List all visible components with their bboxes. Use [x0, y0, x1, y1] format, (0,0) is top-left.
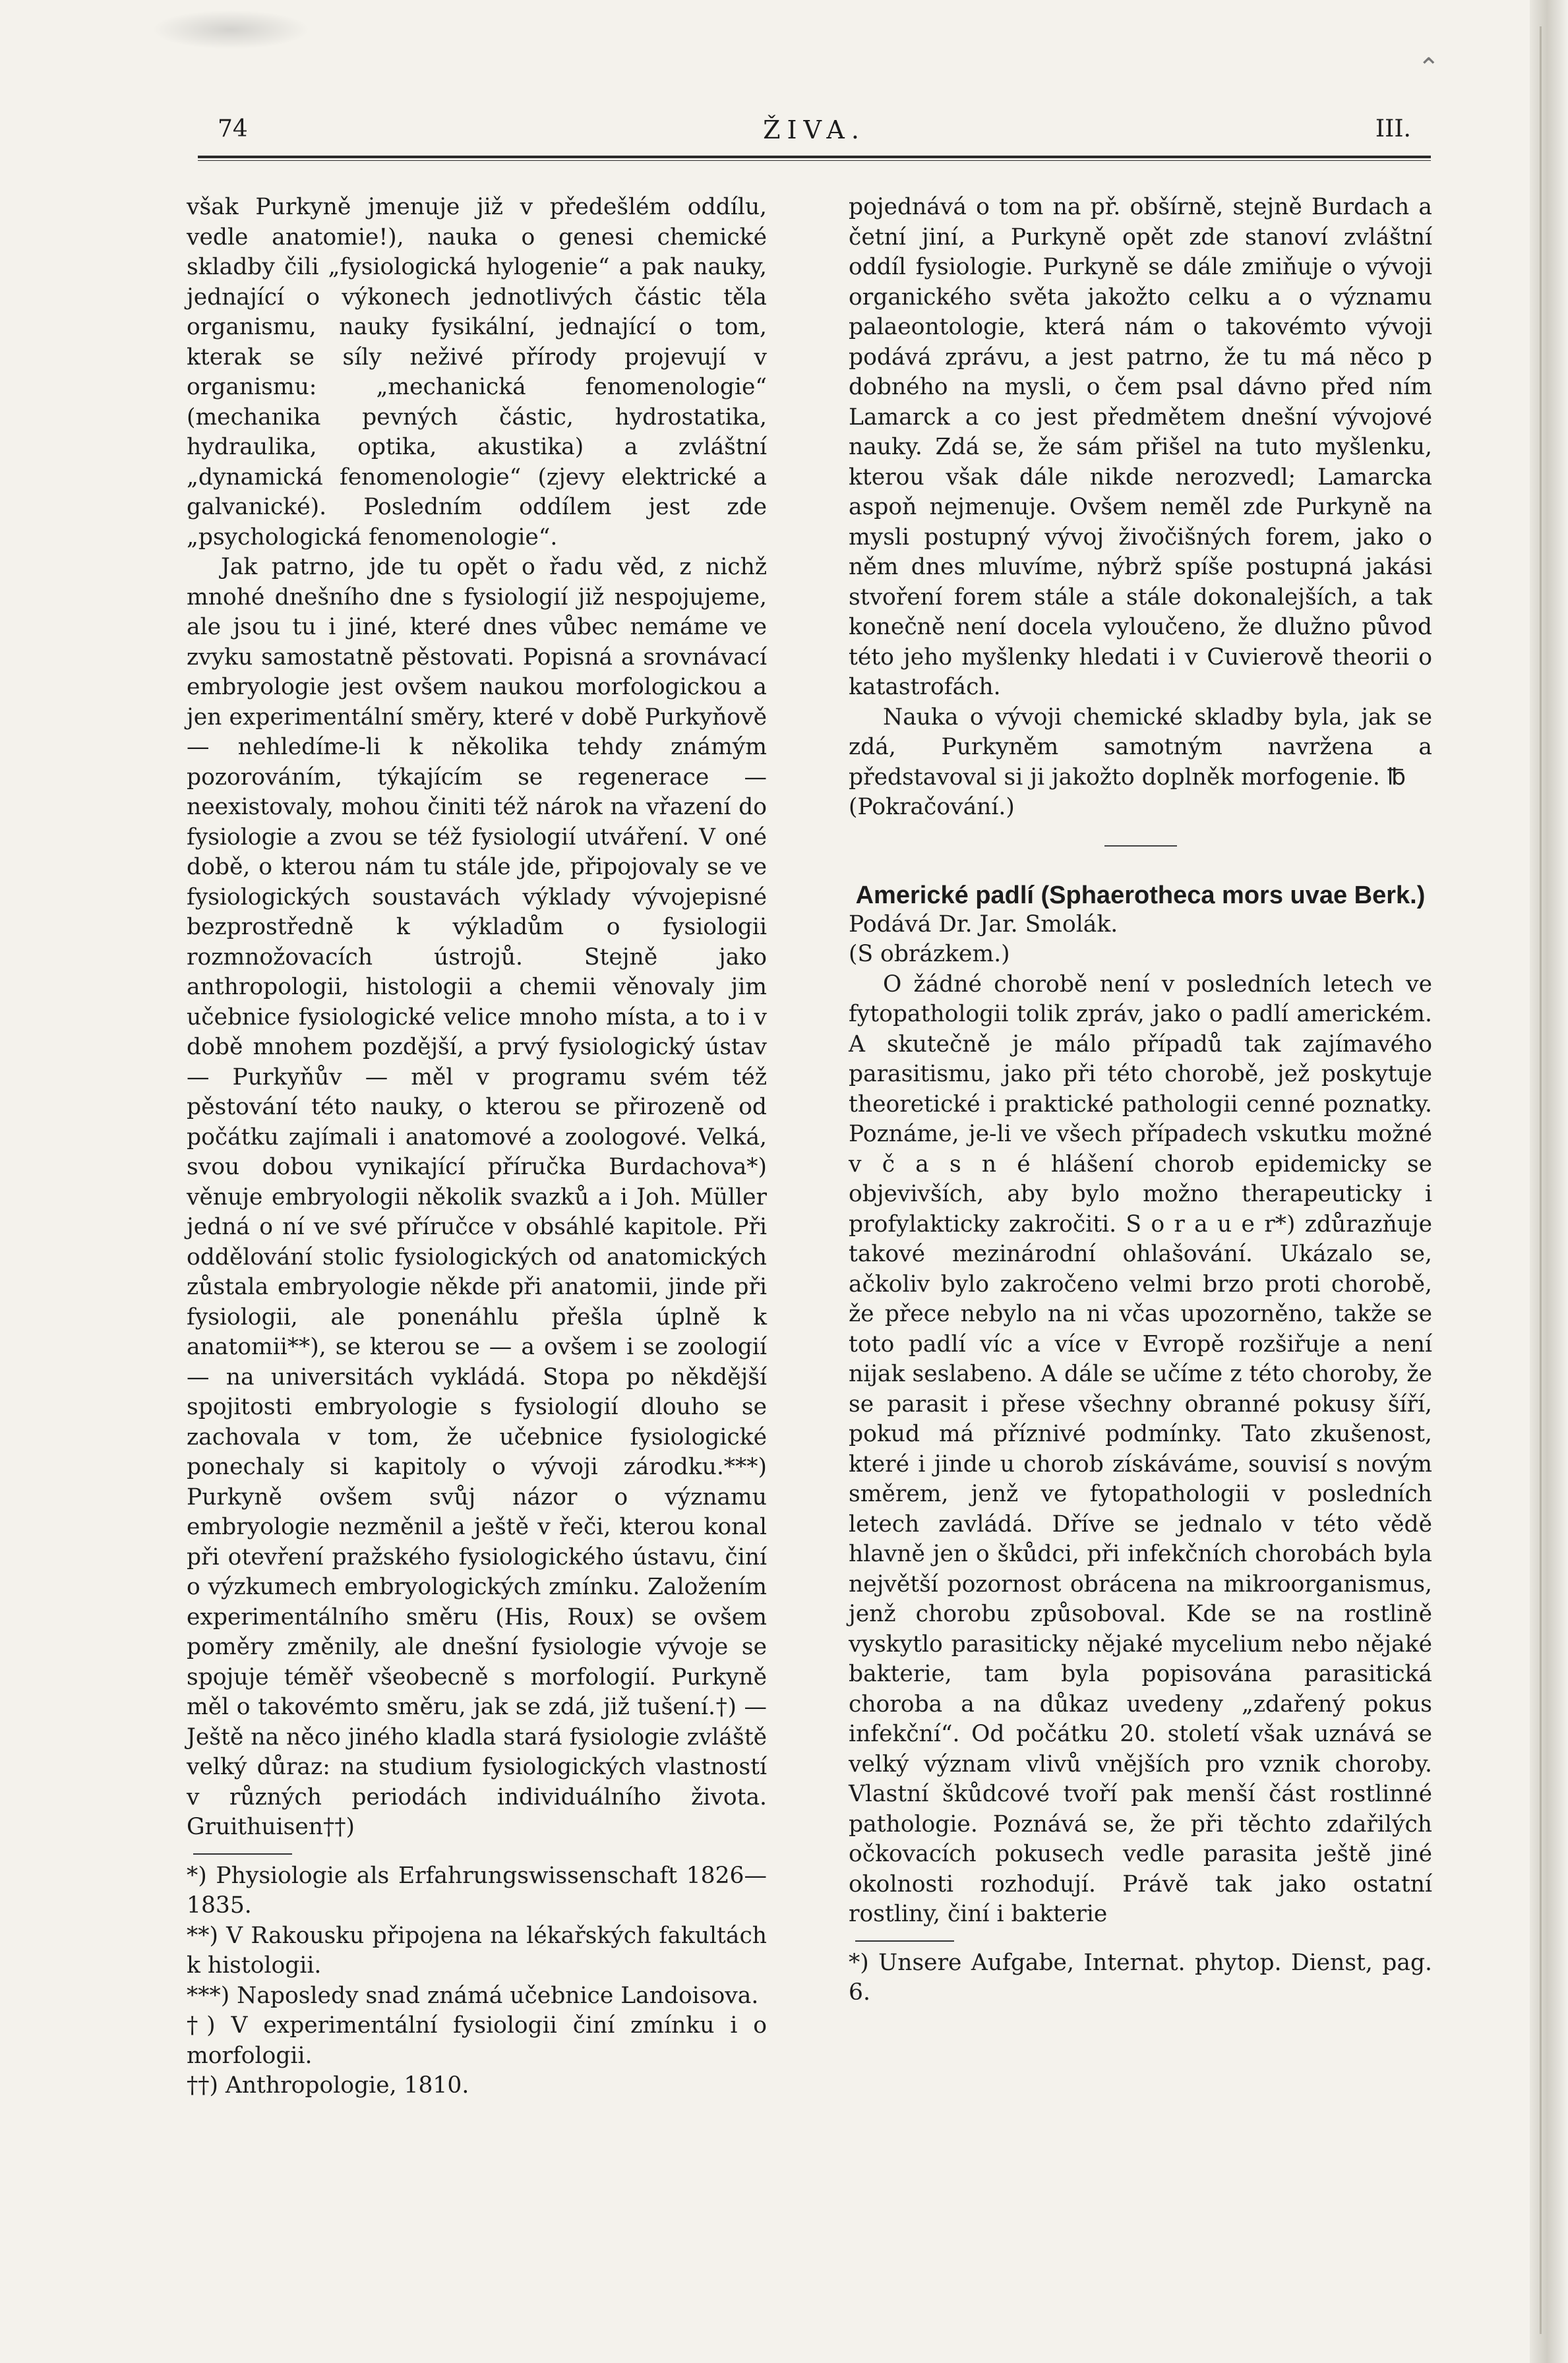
article-byline-note: (S obrázkem.) [849, 941, 1010, 967]
footnote: †) V experimentální fysiologii činí zmínku i o morfologii. [187, 2012, 767, 2069]
section-separator [1104, 845, 1177, 847]
scan-smudge [152, 10, 310, 49]
footnote: ***) Naposledy snad známá učebnice Landoisova. [187, 1982, 759, 2009]
footnote-rule [855, 1940, 954, 1942]
scan-edge-line [1540, 26, 1542, 2334]
article-title: Americké padlí (Sphaerotheca mors uvae Berk.) [855, 881, 1426, 909]
left-column [187, 193, 767, 2101]
page-number: 74 [218, 115, 248, 142]
body-paragraph: pojednává o tom na př. obšírně, stejně Burdach a četní jiní, a Purkyně opět zde stanoví zvláštní oddíl fysiologie. Purkyně se dále zmiňuje o vývoji organického světa jakožto celku a o významu palaeontologie, která nám o takovémto vývoji podává zprávu, a jest patrno, že tu má něco p dobného na mysli, o čem psal dávno před ním Lamarck a co jest předmětem dnešní vývojové nauky. Zdá se, že sám přišel na tuto myšlenku, kterou však dále nikde nerozvedl; Lamarcka aspoň nejmenuje. Ovšem neměl zde Purkyně na mysli postupný vývoj živočišných forem, jako o něm dnes mluvíme, nýbrž spíše postupná jakási stvoření forem stále a stále dokonalejších, a tak konečně není docela vyloučeno, že dlužno původ této jeho myšlenky hledati i v Cuvierově theorii o katastrofách. [849, 194, 1432, 700]
scan-page-edge [1530, 0, 1568, 2363]
footnotes [849, 1940, 1432, 2008]
footnotes [187, 1853, 767, 2101]
continuation-note: (Pokračování.) [849, 794, 1015, 820]
page-header [218, 115, 1411, 155]
body-paragraph: však Purkyně jmenuje již v předešlém oddílu, vedle anatomie!), nauka o genesi chemické skladby čili „fysiologická hylogenie“ a pak nauky, jednající o výkonech jednotlivých částic těla organismu, nauky fysikální, jednající o tom, kterak se síly neživé přírody projevují v organismu: „mechanická fenomenologie“ (mechanika pevných částic, hydrostatika, hydraulika, optika, akustika) a zvláštní „dynamická fenomenologie“ (zjevy elektrické a galvanické). Posledním oddílem jest zde „psychologická fenomenologie“. [187, 194, 767, 551]
footnote: **) V Rakousku připojena na lékařských fakultách k histologii. [187, 1922, 767, 1979]
volume-number: III. [1375, 115, 1411, 142]
footnote-rule [193, 1853, 292, 1855]
body-paragraph: Jak patrno, jde tu opět o řadu věd, z nichž mnohé dnešního dne s fysiologií již nespojujeme, ale jsou tu i jiné, které dnes vůbec nemáme ve zvyku samostatně pěstovati. Popisná a srovnávací embryologie jest ovšem naukou morfologickou a jen experimentální směry, které v době Purkyňově — nehledíme-li k několika tehdy známým pozorováním, týkajícím se regenerace — neexistovaly, mohou činiti též nárok na vřazení do fysiologie a zvou se též fysiologií utváření. V oné době, o kterou nám tu stále jde, připojovaly se ve fysiologických soustavách výklady vývojepisné bezprostředně k výkladům o fysiologii rozmnožovacích ústrojů. Stejně jako anthropologii, histologii a chemii věnovaly jim učebnice fysiologické velice mnoho místa, a to i v době mnohem pozdější, a prvý fysiologický ústav — Purkyňův — měl v programu svém též pěstování této nauky, o kterou se přirozeně od počátku zajímali i anatomové a zoologové. Velká, svou dobou vynikající příručka Burdachova*) věnuje embryologii několik svazků a i Joh. Müller jedná o ní ve své příručce v obsáhlé kapitole. Při oddělování stolic fysiologických od anatomických zůstala embryologie někde při anatomii, jinde při fysiologii, ale ponenáhlu přešla úplně k anatomii**), se kterou se — a ovšem i se zoologií — na universitách vykládá. Stopa po někdější spojitosti embryologie s fysiologií dlouho se zachovala v tom, že učebnice fysiologické ponechaly si kapitoly o vývoji zárodku.***) Purkyně ovšem svůj názor o významu embryologie nezměnil a ještě v řeči, kterou konal při otevření pražského fysiologického ústavu, činí o výzkumech embryologických zmínku. Založením experimentálního směru (His, Roux) se ovšem poměry změnily, ale dnešní fysiologie vývoje se spojuje téměř všeobecně s morfologií. Purkyně měl o takovémto směru, jak se zdá, již tušení.†) — Ještě na něco jiného kladla stará fysiologie zvláště velký důraz: na studium fysiologických vlastností v různých periodách individuálního života. Gruithuisen††) [187, 554, 767, 1840]
journal-title: ŽIVA. [763, 115, 866, 144]
body-paragraph: O žádné chorobě není v posledních letech ve fytopathologii tolik zpráv, jako o padlí americkém. A skutečně je málo případů tak zajímavého parasitismu, jako při této chorobě, jež poskytuje theoretické i praktické pathologii cenné poznatky. Poznáme, je-li ve všech případech vskutku možné v č a s n é hlášení chorob epidemicky se objevivších, aby bylo možno therapeuticky i profylakticky zakročiti. S o r a u e r*) zdůrazňuje takové mezinárodní ohlašování. Ukázalo se, ačkoliv bylo zakročeno velmi brzo proti chorobě, že přece nebylo na ni včas upozorněno, takže se toto padlí víc a více v Evropě rozšiřuje a není nijak seslabeno. A dále se učíme z této choroby, že se parasit i přese všechny obranné pokusy šíří, pokud má příznivé podmínky. Tato zkušenost, které i jinde u chorob získáváme, souvisí s novým směrem, jenž ve fytopathologii v posledních letech zavládá. Dříve se jednalo v této vědě hlavně jen o škůdci, při infekčních chorobách byla největší pozornost obrácena na mikroorganismus, jenž chorobu způsoboval. Kde se na rostlině vyskytlo parasiticky nějaké mycelium nebo nějaké bakterie, tam byla popisována parasitická choroba a na důkaz uvedeny „zdařený pokus infekční“. Od počátku 20. století však uznává se velký význam vlivů vnějších pro vznik choroby. Vlastní škůdcové tvoří pak menší část rostlinné pathologie. Poznává se, že při těchto zdařilých očkovacích pokusech vedle parasita ještě jiné okolnosti rozhodují. Právě tak jako ostatní rostliny, činí i bakterie [849, 971, 1432, 1927]
header-rule [198, 156, 1431, 161]
footnote: ††) Anthropologie, 1810. [187, 2072, 469, 2099]
body-paragraph: Nauka o vývoji chemické skladby byla, jak se zdá, Purkyněm samotným navržena a představoval si ji jakožto doplněk morfogenie. ℔ [849, 703, 1432, 791]
footnote: *) Physiologie als Erfahrungswissenschaft 1826—1835. [187, 1862, 767, 1919]
right-column [849, 193, 1432, 2008]
footnote: *) Unsere Aufgabe, Internat. phytop. Dienst, pag. 6. [849, 1949, 1432, 2006]
scan-corner-mark: ⌃ [1418, 53, 1440, 83]
article-byline: Podává Dr. Jar. Smolák. [849, 911, 1118, 938]
